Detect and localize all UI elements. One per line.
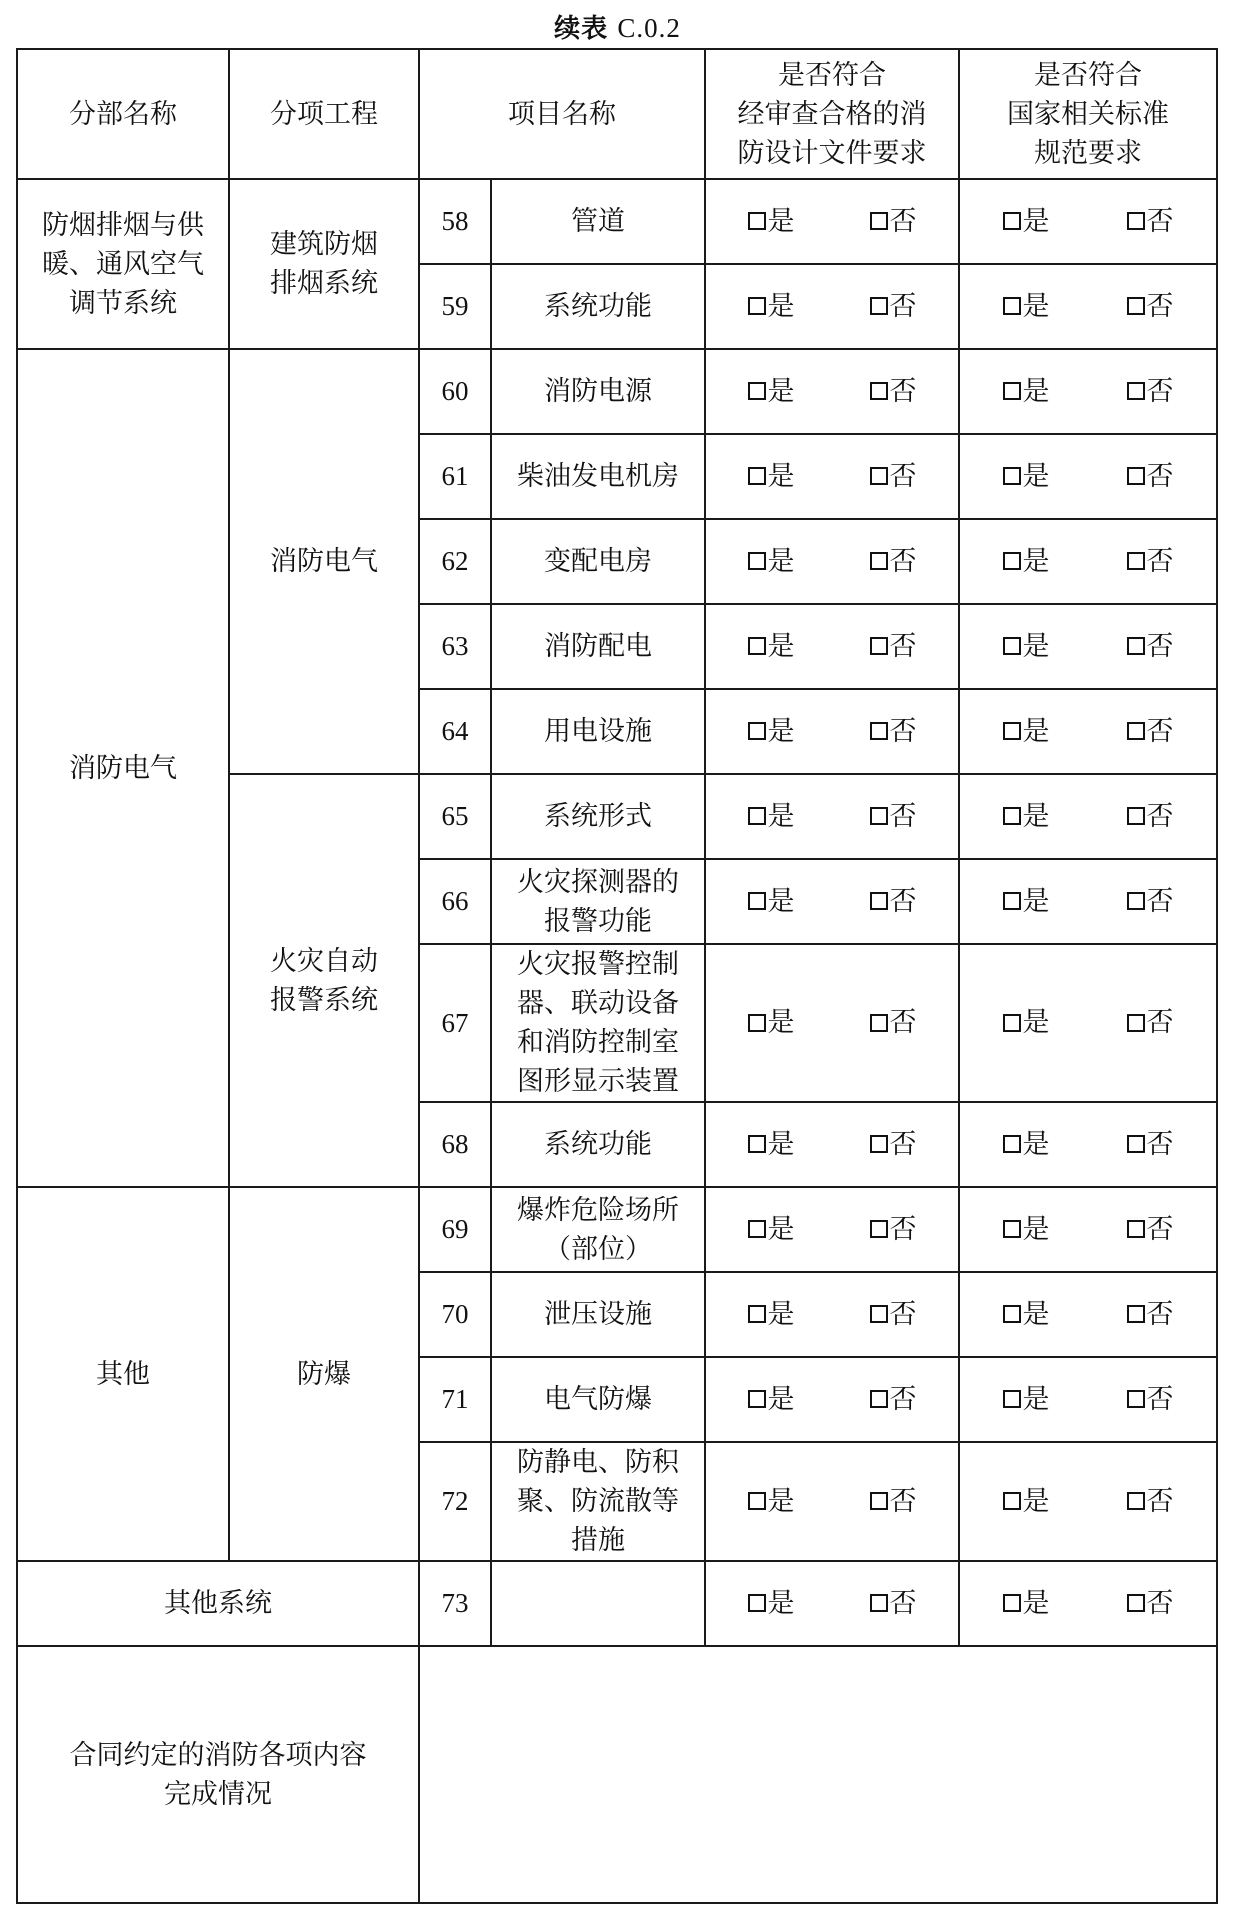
checkbox-icon[interactable]: [748, 1135, 766, 1153]
design-choice-cell: [705, 1102, 959, 1187]
standard-choice-cell: [959, 349, 1217, 434]
item-number: 70: [419, 1272, 491, 1357]
checkbox-icon[interactable]: [870, 1014, 888, 1032]
item-name: 消防电源: [491, 349, 705, 434]
standard-no-option[interactable]: [1088, 1003, 1212, 1042]
checkbox-icon[interactable]: [1127, 1390, 1145, 1408]
design-choice-cell: [705, 1561, 959, 1646]
item-name: 管道: [491, 179, 705, 264]
design-yes-option[interactable]: [710, 882, 832, 921]
item-number: 72: [419, 1442, 491, 1561]
option-label: 否: [889, 630, 917, 662]
item-number: 63: [419, 604, 491, 689]
checkbox-icon[interactable]: [748, 637, 766, 655]
option-label: 是: [767, 1587, 795, 1619]
standard-choice-cell: [959, 1102, 1217, 1187]
subitem-fire-alarm: 火灾自动 报警系统: [229, 774, 419, 1187]
checkbox-icon[interactable]: [1127, 212, 1145, 230]
option-label: 否: [1146, 1485, 1174, 1517]
standard-choice-cell: [959, 944, 1217, 1102]
checkbox-icon[interactable]: [1003, 467, 1021, 485]
item-name: 消防配电: [491, 604, 705, 689]
standard-yes-option[interactable]: [964, 1125, 1088, 1164]
option-label: 否: [889, 1485, 917, 1517]
header-row: [17, 49, 1217, 179]
design-no-option[interactable]: [832, 882, 954, 921]
option-label: 否: [1146, 800, 1174, 832]
caption-title: 续表: [554, 14, 609, 44]
standard-choice-cell: [959, 1561, 1217, 1646]
standard-yes-option[interactable]: [964, 1482, 1088, 1521]
option-label: 是: [1022, 1007, 1050, 1039]
checkbox-icon[interactable]: [870, 1492, 888, 1510]
standard-yes-option[interactable]: [964, 287, 1088, 326]
option-label: 否: [1146, 1128, 1174, 1160]
design-yes-option[interactable]: [710, 712, 832, 751]
contract-completion-field[interactable]: [419, 1646, 1217, 1903]
design-yes-option[interactable]: [710, 457, 832, 496]
design-choice-cell: [705, 604, 959, 689]
standard-no-option[interactable]: [1088, 882, 1212, 921]
checkbox-icon[interactable]: [1003, 1390, 1021, 1408]
checkbox-icon[interactable]: [1003, 1014, 1021, 1032]
checkbox-icon[interactable]: [1127, 807, 1145, 825]
checkbox-icon[interactable]: [748, 212, 766, 230]
checkbox-icon[interactable]: [748, 467, 766, 485]
option-label: 是: [1022, 630, 1050, 662]
option-label: 否: [1146, 1383, 1174, 1415]
standard-yes-option[interactable]: [964, 202, 1088, 241]
standard-yes-option[interactable]: [964, 882, 1088, 921]
option-label: 是: [767, 460, 795, 492]
standard-choice-cell: [959, 1442, 1217, 1561]
checkbox-icon[interactable]: [870, 382, 888, 400]
standard-yes-option[interactable]: [964, 1295, 1088, 1334]
checkbox-icon[interactable]: [1127, 1220, 1145, 1238]
subitem-fire-electric: 消防电气: [229, 349, 419, 774]
item-number: 66: [419, 859, 491, 944]
option-label: 否: [889, 800, 917, 832]
checkbox-icon[interactable]: [1003, 722, 1021, 740]
design-no-option[interactable]: [832, 1295, 954, 1334]
design-choice-cell: [705, 774, 959, 859]
design-no-option[interactable]: [832, 1125, 954, 1164]
option-label: 否: [889, 715, 917, 747]
standard-choice-cell: [959, 774, 1217, 859]
standard-choice-cell: [959, 689, 1217, 774]
standard-yes-option[interactable]: [964, 542, 1088, 581]
design-yes-option[interactable]: [710, 287, 832, 326]
item-number: 73: [419, 1561, 491, 1646]
option-label: 否: [889, 1587, 917, 1619]
checkbox-icon[interactable]: [1003, 1594, 1021, 1612]
option-label: 是: [1022, 375, 1050, 407]
checkbox-icon[interactable]: [1127, 637, 1145, 655]
design-yes-option[interactable]: [710, 797, 832, 836]
standard-no-option[interactable]: [1088, 1295, 1212, 1334]
item-number: 64: [419, 689, 491, 774]
option-label: 否: [889, 545, 917, 577]
subitem-smoke-exhaust: 建筑防烟 排烟系统: [229, 179, 419, 349]
design-yes-option[interactable]: [710, 1210, 832, 1249]
standard-yes-option[interactable]: [964, 1003, 1088, 1042]
design-no-option[interactable]: [832, 542, 954, 581]
checkbox-icon[interactable]: [1127, 1305, 1145, 1323]
standard-choice-cell: [959, 434, 1217, 519]
checkbox-icon[interactable]: [748, 1305, 766, 1323]
design-no-option[interactable]: [832, 287, 954, 326]
option-label: 否: [889, 1007, 917, 1039]
checkbox-icon[interactable]: [870, 552, 888, 570]
checkbox-icon[interactable]: [748, 382, 766, 400]
checkbox-icon[interactable]: [1003, 892, 1021, 910]
standard-choice-cell: [959, 1357, 1217, 1442]
standard-choice-cell: [959, 1272, 1217, 1357]
item-name: 泄压设施: [491, 1272, 705, 1357]
standard-yes-option[interactable]: [964, 712, 1088, 751]
standard-choice-cell: [959, 264, 1217, 349]
option-label: 否: [1146, 1213, 1174, 1245]
table-row: [17, 1187, 1217, 1272]
checkbox-icon[interactable]: [870, 297, 888, 315]
standard-yes-option[interactable]: [964, 797, 1088, 836]
header-design-compliance: 是否符合 经审查合格的消 防设计文件要求: [705, 49, 959, 179]
design-choice-cell: [705, 944, 959, 1102]
design-yes-option[interactable]: [710, 1125, 832, 1164]
checkbox-icon[interactable]: [1127, 382, 1145, 400]
contract-row: [17, 1646, 1217, 1903]
checkbox-icon[interactable]: [1127, 722, 1145, 740]
option-label: 是: [767, 1128, 795, 1160]
option-label: 是: [767, 1485, 795, 1517]
item-number: 60: [419, 349, 491, 434]
option-label: 是: [767, 630, 795, 662]
design-choice-cell: [705, 1357, 959, 1442]
caption-number: C.0.2: [617, 13, 681, 43]
checkbox-icon[interactable]: [1003, 382, 1021, 400]
design-choice-cell: [705, 1187, 959, 1272]
standard-no-option[interactable]: [1088, 797, 1212, 836]
item-number: 65: [419, 774, 491, 859]
option-label: 是: [767, 1383, 795, 1415]
option-label: 是: [1022, 545, 1050, 577]
design-choice-cell: [705, 434, 959, 519]
option-label: 是: [767, 205, 795, 237]
option-label: 是: [767, 800, 795, 832]
design-yes-option[interactable]: [710, 542, 832, 581]
option-label: 否: [1146, 715, 1174, 747]
checkbox-icon[interactable]: [1003, 212, 1021, 230]
option-label: 否: [1146, 1007, 1174, 1039]
item-name: 爆炸危险场所 （部位）: [491, 1187, 705, 1272]
checkbox-icon[interactable]: [870, 1390, 888, 1408]
item-name: 电气防爆: [491, 1357, 705, 1442]
header-standard-compliance: 是否符合 国家相关标准 规范要求: [959, 49, 1217, 179]
design-no-option[interactable]: [832, 1003, 954, 1042]
checkbox-icon[interactable]: [870, 1594, 888, 1612]
checkbox-icon[interactable]: [870, 807, 888, 825]
option-label: 是: [1022, 1587, 1050, 1619]
checkbox-icon[interactable]: [870, 467, 888, 485]
design-yes-option[interactable]: [710, 1482, 832, 1521]
option-label: 是: [1022, 800, 1050, 832]
option-label: 是: [767, 1213, 795, 1245]
checkbox-icon[interactable]: [748, 297, 766, 315]
item-name: [491, 1561, 705, 1646]
checkbox-icon[interactable]: [748, 807, 766, 825]
standard-yes-option[interactable]: [964, 627, 1088, 666]
option-label: 是: [767, 715, 795, 747]
checkbox-icon[interactable]: [870, 1305, 888, 1323]
standard-no-option[interactable]: [1088, 372, 1212, 411]
standard-choice-cell: [959, 604, 1217, 689]
option-label: 是: [1022, 715, 1050, 747]
option-label: 否: [889, 205, 917, 237]
standard-choice-cell: [959, 1187, 1217, 1272]
item-number: 68: [419, 1102, 491, 1187]
checkbox-icon[interactable]: [1003, 637, 1021, 655]
standard-no-option[interactable]: [1088, 1210, 1212, 1249]
checkbox-icon[interactable]: [1003, 1492, 1021, 1510]
design-yes-option[interactable]: [710, 627, 832, 666]
checkbox-icon[interactable]: [870, 637, 888, 655]
option-label: 是: [1022, 1485, 1050, 1517]
option-label: 是: [1022, 460, 1050, 492]
option-label: 是: [1022, 290, 1050, 322]
contract-label: 合同约定的消防各项内容 完成情况: [17, 1646, 419, 1903]
design-choice-cell: [705, 349, 959, 434]
standard-yes-option[interactable]: [964, 1584, 1088, 1623]
option-label: 是: [1022, 885, 1050, 917]
standard-no-option[interactable]: [1088, 1584, 1212, 1623]
checkbox-icon[interactable]: [748, 722, 766, 740]
option-label: 是: [767, 545, 795, 577]
subitem-explosion-proof: 防爆: [229, 1187, 419, 1561]
design-choice-cell: [705, 859, 959, 944]
standard-no-option[interactable]: [1088, 202, 1212, 241]
checkbox-icon[interactable]: [748, 1492, 766, 1510]
option-label: 否: [889, 885, 917, 917]
design-no-option[interactable]: [832, 627, 954, 666]
design-no-option[interactable]: [832, 1482, 954, 1521]
checkbox-icon[interactable]: [1127, 467, 1145, 485]
item-number: 62: [419, 519, 491, 604]
checkbox-icon[interactable]: [1127, 1594, 1145, 1612]
division-fire-electric: 消防电气: [17, 349, 229, 1187]
design-choice-cell: [705, 689, 959, 774]
option-label: 是: [767, 1298, 795, 1330]
design-yes-option[interactable]: [710, 202, 832, 241]
item-number: 69: [419, 1187, 491, 1272]
item-name: 火灾报警控制 器、联动设备 和消防控制室 图形显示装置: [491, 944, 705, 1102]
checkbox-icon[interactable]: [1127, 892, 1145, 910]
checkbox-icon[interactable]: [1003, 297, 1021, 315]
division-other: 其他: [17, 1187, 229, 1561]
checkbox-icon[interactable]: [748, 1390, 766, 1408]
item-name: 系统形式: [491, 774, 705, 859]
option-label: 否: [889, 1213, 917, 1245]
design-choice-cell: [705, 1442, 959, 1561]
design-no-option[interactable]: [832, 712, 954, 751]
design-no-option[interactable]: [832, 372, 954, 411]
item-name: 防静电、防积 聚、防流散等 措施: [491, 1442, 705, 1561]
option-label: 是: [767, 1007, 795, 1039]
table-row: [17, 179, 1217, 264]
option-label: 否: [1146, 460, 1174, 492]
standard-yes-option[interactable]: [964, 1210, 1088, 1249]
design-no-option[interactable]: [832, 1210, 954, 1249]
item-number: 58: [419, 179, 491, 264]
standard-no-option[interactable]: [1088, 712, 1212, 751]
standard-yes-option[interactable]: [964, 372, 1088, 411]
checkbox-icon[interactable]: [1127, 1492, 1145, 1510]
checkbox-icon[interactable]: [1003, 1220, 1021, 1238]
design-no-option[interactable]: [832, 1380, 954, 1419]
design-no-option[interactable]: [832, 457, 954, 496]
standard-no-option[interactable]: [1088, 627, 1212, 666]
option-label: 否: [889, 460, 917, 492]
item-number: 59: [419, 264, 491, 349]
checkbox-icon[interactable]: [870, 212, 888, 230]
option-label: 否: [889, 1383, 917, 1415]
standard-yes-option[interactable]: [964, 1380, 1088, 1419]
option-label: 是: [767, 290, 795, 322]
option-label: 是: [1022, 205, 1050, 237]
checkbox-icon[interactable]: [748, 892, 766, 910]
checkbox-icon[interactable]: [748, 1220, 766, 1238]
option-label: 是: [767, 375, 795, 407]
item-name: 变配电房: [491, 519, 705, 604]
option-label: 是: [1022, 1213, 1050, 1245]
option-label: 否: [1146, 545, 1174, 577]
checkbox-icon[interactable]: [1003, 1135, 1021, 1153]
item-name: 系统功能: [491, 264, 705, 349]
division-smoke-exhaust: 防烟排烟与供 暖、通风空气 调节系统: [17, 179, 229, 349]
standard-no-option[interactable]: [1088, 542, 1212, 581]
option-label: 否: [1146, 885, 1174, 917]
item-name: 系统功能: [491, 1102, 705, 1187]
option-label: 否: [1146, 290, 1174, 322]
checkbox-icon[interactable]: [870, 892, 888, 910]
item-name: 柴油发电机房: [491, 434, 705, 519]
design-choice-cell: [705, 519, 959, 604]
header-subitem: 分项工程: [229, 49, 419, 179]
division-other-systems: 其他系统: [17, 1561, 419, 1646]
design-no-option[interactable]: [832, 202, 954, 241]
option-label: 否: [889, 1128, 917, 1160]
standard-no-option[interactable]: [1088, 457, 1212, 496]
checkbox-icon[interactable]: [1003, 1305, 1021, 1323]
design-no-option[interactable]: [832, 797, 954, 836]
table-row: [17, 349, 1217, 434]
option-label: 否: [1146, 1298, 1174, 1330]
design-yes-option[interactable]: [710, 1295, 832, 1334]
item-number: 61: [419, 434, 491, 519]
option-label: 是: [1022, 1128, 1050, 1160]
standard-yes-option[interactable]: [964, 457, 1088, 496]
checkbox-icon[interactable]: [1003, 552, 1021, 570]
option-label: 是: [1022, 1383, 1050, 1415]
option-label: 否: [889, 290, 917, 322]
design-choice-cell: [705, 179, 959, 264]
checkbox-icon[interactable]: [870, 1135, 888, 1153]
option-label: 否: [1146, 375, 1174, 407]
standard-no-option[interactable]: [1088, 1380, 1212, 1419]
item-name: 火灾探测器的 报警功能: [491, 859, 705, 944]
design-choice-cell: [705, 264, 959, 349]
checkbox-icon[interactable]: [748, 1594, 766, 1612]
standard-choice-cell: [959, 179, 1217, 264]
header-item: 项目名称: [419, 49, 705, 179]
checkbox-icon[interactable]: [870, 722, 888, 740]
checkbox-icon[interactable]: [1127, 297, 1145, 315]
design-yes-option[interactable]: [710, 1584, 832, 1623]
option-label: 是: [1022, 1298, 1050, 1330]
header-division: 分部名称: [17, 49, 229, 179]
table-row: [17, 1561, 1217, 1646]
standard-choice-cell: [959, 519, 1217, 604]
table-caption: [0, 8, 1235, 45]
inspection-table: [16, 48, 1218, 1904]
option-label: 否: [889, 375, 917, 407]
option-label: 否: [1146, 630, 1174, 662]
design-yes-option[interactable]: [710, 1003, 832, 1042]
checkbox-icon[interactable]: [748, 1014, 766, 1032]
design-yes-option[interactable]: [710, 372, 832, 411]
option-label: 是: [767, 885, 795, 917]
checkbox-icon[interactable]: [1127, 1135, 1145, 1153]
checkbox-icon[interactable]: [1003, 807, 1021, 825]
option-label: 否: [1146, 205, 1174, 237]
option-label: 否: [889, 1298, 917, 1330]
standard-choice-cell: [959, 859, 1217, 944]
item-number: 67: [419, 944, 491, 1102]
checkbox-icon[interactable]: [870, 1220, 888, 1238]
item-name: 用电设施: [491, 689, 705, 774]
standard-no-option[interactable]: [1088, 1482, 1212, 1521]
design-yes-option[interactable]: [710, 1380, 832, 1419]
option-label: 否: [1146, 1587, 1174, 1619]
design-choice-cell: [705, 1272, 959, 1357]
checkbox-icon[interactable]: [1127, 552, 1145, 570]
checkbox-icon[interactable]: [748, 552, 766, 570]
standard-no-option[interactable]: [1088, 1125, 1212, 1164]
checkbox-icon[interactable]: [1127, 1014, 1145, 1032]
standard-no-option[interactable]: [1088, 287, 1212, 326]
item-number: 71: [419, 1357, 491, 1442]
design-no-option[interactable]: [832, 1584, 954, 1623]
